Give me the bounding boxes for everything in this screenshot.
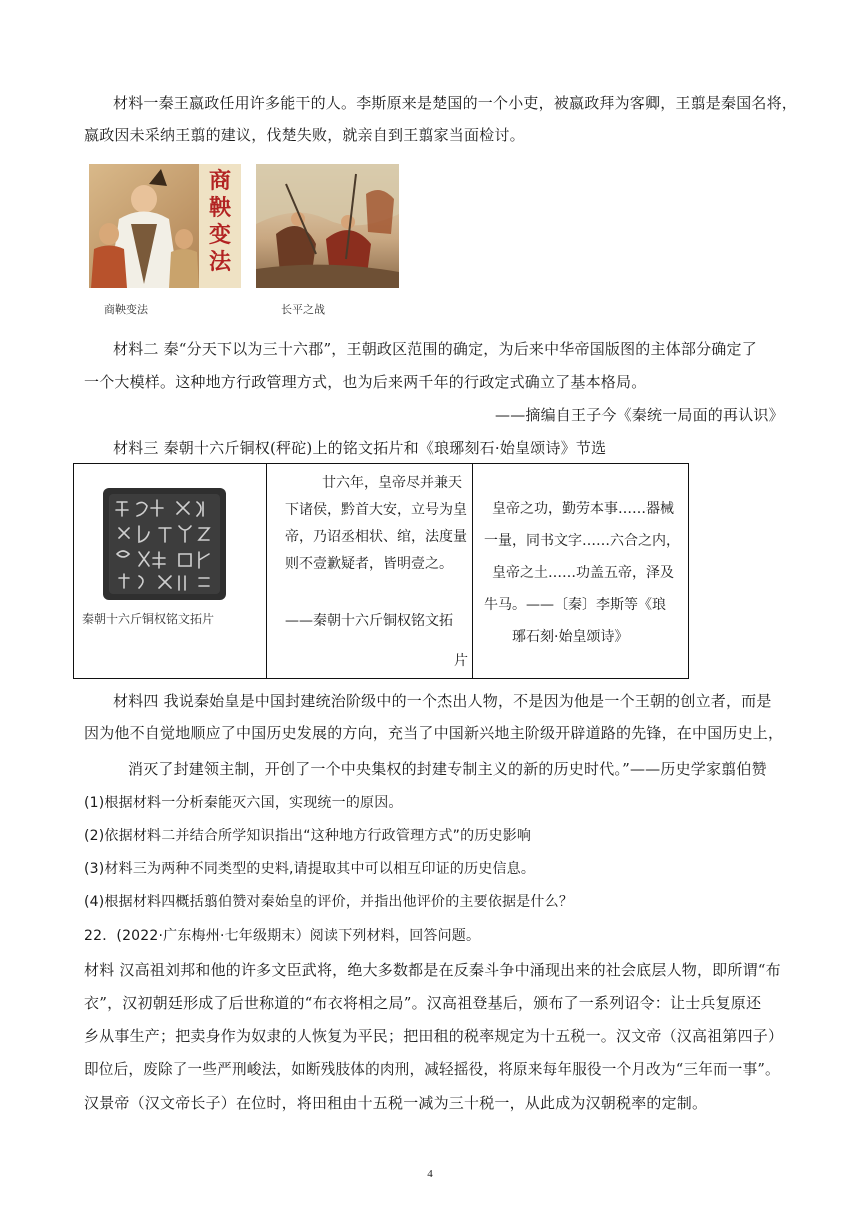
material4-line3: 消灭了封建领主制，开创了一个中央集权的封建专制主义的新的历史时代。”——历史学家翦伯赞 (128, 760, 767, 778)
inscription-line: 帝，乃诏丞相状、绾，法度量 (285, 529, 467, 545)
material1-line1: 材料一秦王嬴政任用许多能干的人。李斯原来是楚国的一个小吏，被嬴政拜为客卿，王翦是秦国名将， (113, 94, 798, 112)
poem-line: 琊石刻·始皇颂诗》 (512, 629, 629, 645)
shang-yang-caption: 商鞅变法 (104, 303, 148, 316)
poem-line: 皇帝之土……功盖五帝，泽及 (492, 565, 674, 581)
material4-line2: 因为他不自觉地顺应了中国历史发展的方向，充当了中国新兴地主阶级开辟道路的先锋，在中国历史上， (84, 724, 784, 742)
material1-line2: 嬴政因未采纳王翦的建议，伐楚失败，就亲自到王翦家当面检讨。 (84, 126, 525, 144)
q22-material-line: 衣”，汉初朝廷形成了后世称道的“布衣将相之局”。汉高祖登基后，颁布了一系列诏令：让士兵复原还 (84, 994, 762, 1012)
material2-source: ——摘编自王子今《秦统一局面的再认识》 (495, 406, 784, 424)
material2-line2: 一个大模样。这种地方行政管理方式，也为后来两千年的行政定式确立了基本格局。 (84, 373, 647, 391)
changping-caption: 长平之战 (281, 303, 325, 316)
inscription-source-line: 片 (454, 653, 468, 669)
question-1: (1)根据材料一分析秦能灭六国，实现统一的原因。 (84, 795, 403, 811)
q22-material-line: 即位后，废除了一些严刑峻法，如断残肢体的肉刑，减轻摇役，将原来每年服役一个月改为“三年而一事”。 (84, 1061, 780, 1078)
inscription-line: 则不壹歉疑者，皆明壹之。 (285, 556, 453, 572)
material3-table (73, 463, 689, 679)
bronze-weight-rubbing-image (99, 484, 230, 604)
q22-material-line: 乡从事生产；把卖身作为奴隶的人恢复为平民；把田租的税率规定为十五税一。汉文帝（汉高祖第四子） (84, 1027, 784, 1045)
page-number: 4 (427, 1168, 433, 1180)
inscription-source-line: ——秦朝十六斤铜权铭文拓 (285, 613, 453, 629)
question-2: (2)依据材料二并结合所学知识指出“这种地方行政管理方式”的历史影响 (84, 828, 532, 844)
material4-line1: 材料四 我说秦始皇是中国封建统治阶级中的一个杰出人物，不是因为他是一个王朝的创立者，而是 (113, 692, 772, 710)
question-22-header: 22．(2022·广东梅州·七年级期末）阅读下列材料，回答问题。 (84, 928, 481, 944)
question-3: (3)材料三为两种不同类型的史料,请提取其中可以相互印证的历史信息。 (84, 861, 536, 877)
poem-line: 牛马。——〔秦〕李斯等《琅 (484, 597, 666, 613)
poem-line: 一量，同书文字……六合之内， (484, 533, 680, 549)
shang-yang-title-text: 商鞅变法 (208, 168, 231, 275)
q22-material-line: 材料 汉高祖刘邦和他的许多文臣武将，绝大多数都是在反秦斗争中涌现出来的社会底层人物，即所谓“布 (84, 961, 781, 979)
question-4: (4)根据材料四概括翦伯赞对秦始皇的评价，并指出他评价的主要依据是什么？ (84, 894, 574, 910)
material3-intro: 材料三 秦朝十六斤铜权(秤砣)上的铭文拓片和《琅琊刻石·始皇颂诗》节选 (113, 439, 607, 457)
material2-line1: 材料二 秦“分天下以为三十六郡”，王朝政区范围的确定，为后来中华帝国版图的主体部分确定了 (113, 340, 757, 358)
inscription-line: 廿六年，皇帝尽并兼天 (322, 475, 462, 491)
inscription-line: 下诸侯，黔首大安，立号为皇 (285, 502, 467, 518)
poem-line: 皇帝之功，勤劳本事……器械 (492, 501, 674, 517)
q22-material-line: 汉景帝（汉文帝长子）在位时，将田租由十五税一减为三十税一，从此成为汉朝税率的定制。 (84, 1094, 708, 1112)
shang-yang-reform-image (89, 164, 241, 288)
rubbing-caption: 秦朝十六斤铜权铭文拓片 (82, 612, 215, 626)
changping-battle-image (256, 164, 399, 288)
